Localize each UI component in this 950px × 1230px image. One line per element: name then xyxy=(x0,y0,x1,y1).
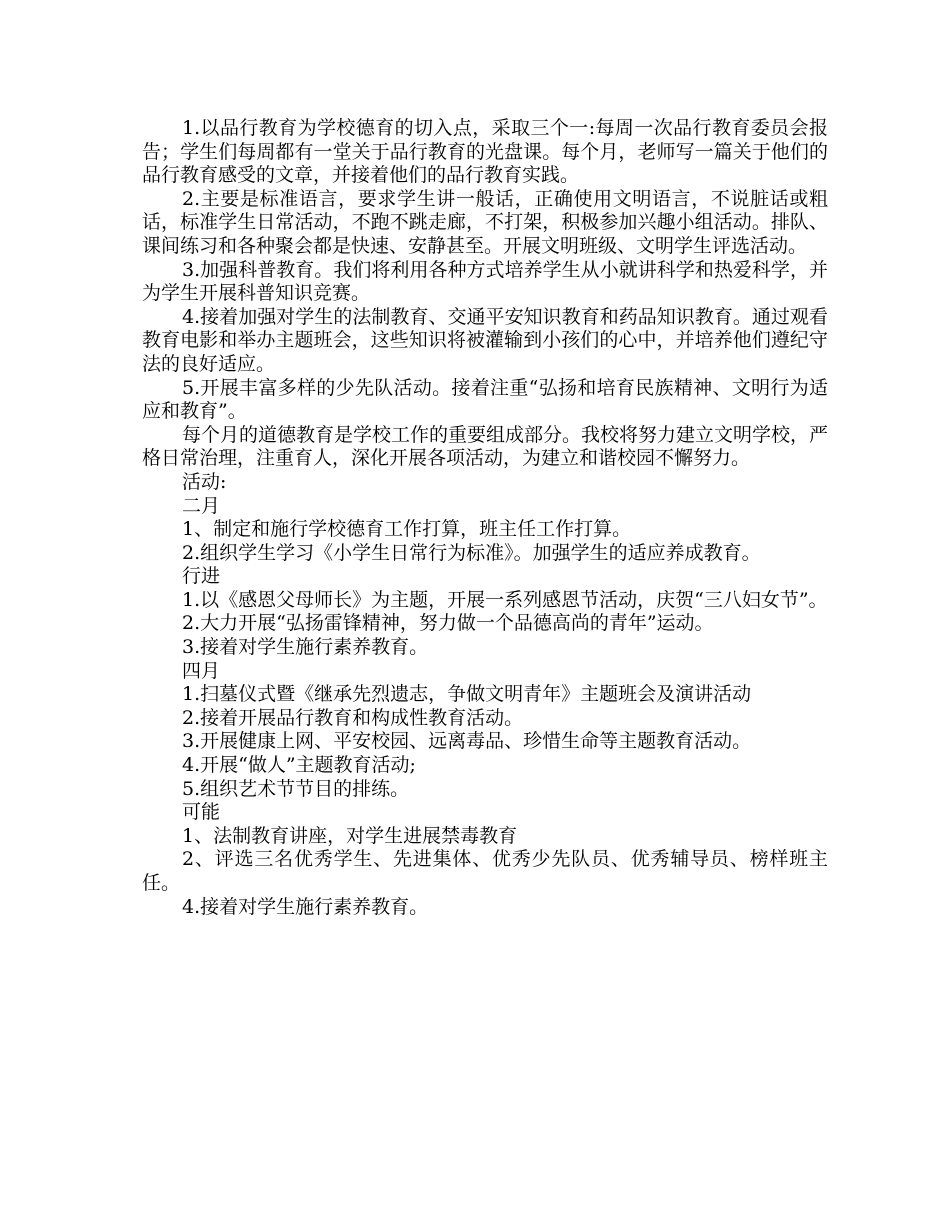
list-item: 1、制定和施行学校德育工作打算，班主任工作打算。 xyxy=(182,518,632,541)
list-item: 2.接着开展品行教育和构成性教育活动。 xyxy=(182,706,524,729)
list-item: 4.接着对学生施行素养教育。 xyxy=(182,895,429,918)
paragraph-measure-4: 4.接着加强对学生的法制教育、交通平安知识教育和药品知识教育。通过观看教育电影和举办主题班会，这些知识将被灌输到小孩们的心中，并培养他们遵纪守法的良好适应。 xyxy=(142,305,828,375)
paragraph-measure-5: 5.开展丰富多样的少先队活动。接着注重“弘扬和培育民族精神、文明行为适应和教育”。 xyxy=(142,376,828,423)
list-item: 2.组织学生学习《小学生日常行为标准》。加强学生的适应养成教育。 xyxy=(182,541,761,564)
month-heading-may: 可能 xyxy=(182,801,221,824)
month-heading-march: 行进 xyxy=(182,565,221,588)
list-item: 5.组织艺术节节目的排练。 xyxy=(182,777,410,800)
section-heading-activities: 活动: xyxy=(182,470,227,493)
list-item: 2.大力开展“弘扬雷锋精神，努力做一个品德高尚的青年”运动。 xyxy=(182,612,714,635)
month-heading-april: 四月 xyxy=(182,659,221,682)
list-item: 2、评选三名优秀学生、先进集体、优秀少先队员、优秀辅导员、榜样班主任。 xyxy=(142,848,828,894)
paragraph-summary: 每个月的道德教育是学校工作的重要组成部分。我校将努力建立文明学校，严格日常治理，注重育人，深化开展各项活动，为建立和谐校园不懈努力。 xyxy=(142,423,829,470)
list-item: 3.开展健康上网、平安校园、远离毒品、珍惜生命等主题教育活动。 xyxy=(182,730,752,753)
list-item: 3.接着对学生施行素养教育。 xyxy=(182,636,429,659)
list-item: 4.开展“做人”主题教育活动; xyxy=(182,754,416,777)
list-item: 1、法制教育讲座，对学生进展禁毒教育 xyxy=(182,824,518,847)
paragraph-measure-3: 3.加强科普教育。我们将利用各种方式培养学生从小就讲科学和热爱科学，并为学生开展科普知识竞赛。 xyxy=(142,258,828,305)
list-item: 1.扫墓仪式暨《继承先烈遗志，争做文明青年》主题班会及演讲活动 xyxy=(182,683,752,706)
list-item: 1.以《感恩父母师长》为主题，开展一系列感恩节活动，庆贺“三八妇女节”。 xyxy=(182,588,828,611)
paragraph-measure-1: 1.以品行教育为学校德育的切入点，采取三个一:每周一次品行教育委员会报告；学生们每周都有一堂关于品行教育的光盘课。每个月，老师写一篇关于他们的品行教育感受的文章，并接着他们的品行教育实践。 xyxy=(142,117,828,187)
document-body xyxy=(142,117,828,919)
month-heading-february: 二月 xyxy=(182,494,221,517)
paragraph-measure-2: 2.主要是标准语言，要求学生讲一般话，正确使用文明语言，不说脏话或粗话，标准学生日常活动，不跑不跳走廊，不打架，积极参加兴趣小组活动。排队、课间练习和各种聚会都是快速、安静甚至。开展文明班级、文明学生评选活动。 xyxy=(142,187,828,257)
